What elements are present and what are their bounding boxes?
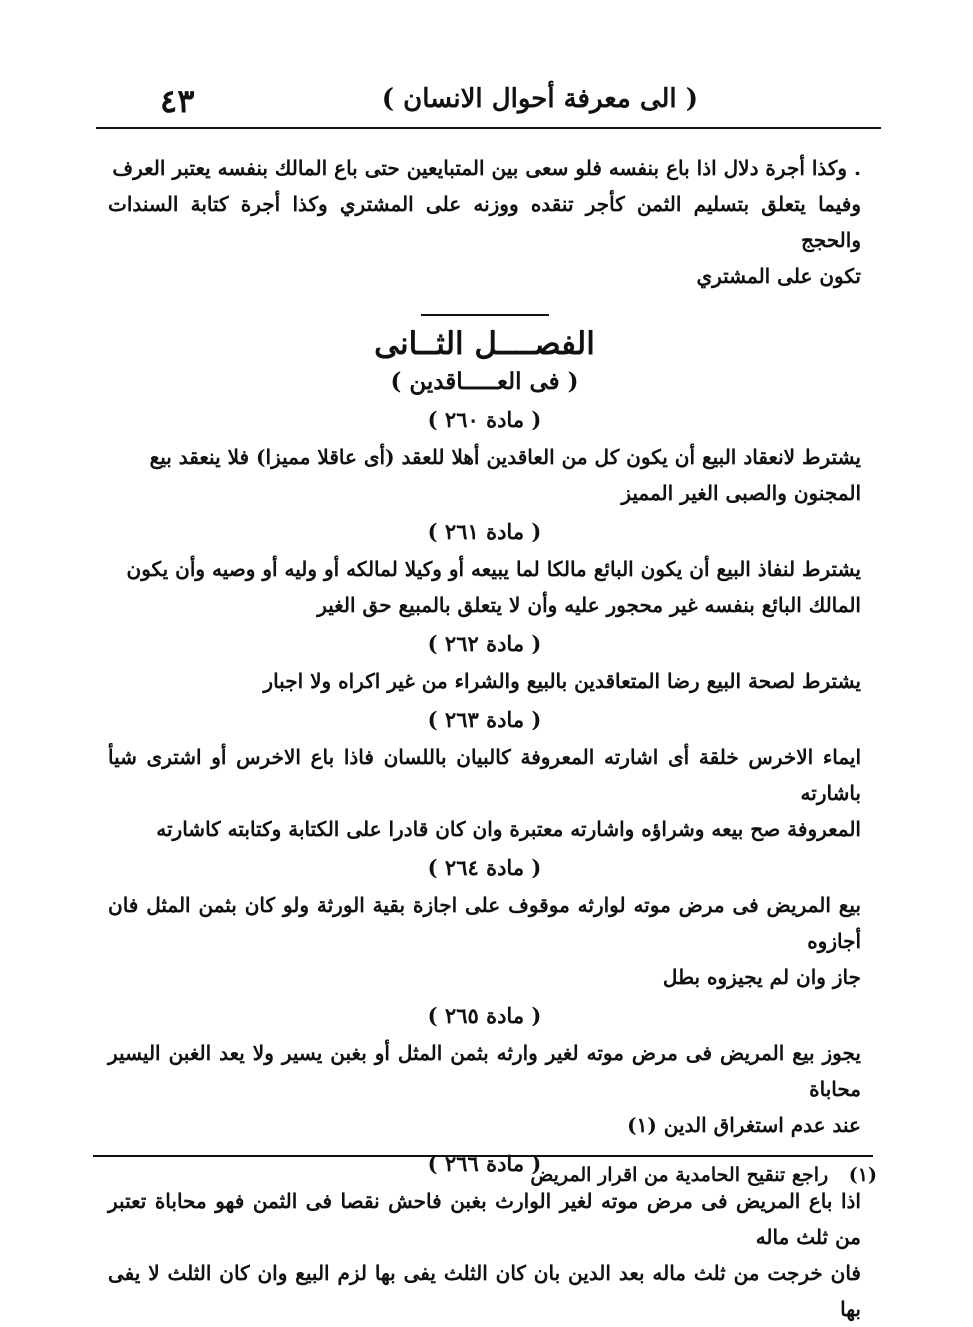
text-line: اذا باع المريض فى مرض موته لغير الوارث بغبن فاحش نقصا فى الثمن فهو محاباة تعتبر من ثلث ماله: [108, 1189, 861, 1249]
text-line: عند عدم استغراق الدين (١): [627, 1113, 861, 1137]
text-line: جاز وان لم يجيزوه بطل: [662, 965, 861, 989]
text-line: . وكذا أجرة دلال اذا باع بنفسه فلو سعى بين المتبايعين حتى باع المالك بنفسه يعتبر العرف: [112, 156, 861, 180]
footnote-marker: (١): [848, 1164, 877, 1186]
article-261: [108, 515, 861, 623]
text-line: ايماء الاخرس خلقة أى اشارته المعروفة كالبيان باللسان فاذا باع الاخرس أو اشترى شيأ باشارته: [108, 745, 861, 805]
article-262: [108, 627, 861, 699]
text-line: بيع المريض فى مرض موته لوارثه موقوف على اجازة بقية الورثة ولو كان بثمن المثل فان أجازوه: [108, 893, 861, 953]
text-line: يجوز بيع المريض فى مرض موته لغير وارثه بثمن المثل أو بغبن يسير ولا يعد الغبن اليسير محاباة: [108, 1041, 861, 1101]
text-line: تكون على المشتري: [696, 264, 861, 288]
article-260: [108, 403, 861, 511]
text-line: المجنون والصبى الغير المميز: [621, 481, 861, 505]
article-heading: ( مادة ٢٦٦ ): [427, 1151, 542, 1176]
text-line: فان خرجت من ثلث ماله بعد الدين بان كان الثلث يفى بها لزم البيع وان كان الثلث لا يفى بها: [108, 1261, 861, 1321]
header-divider: [96, 127, 881, 129]
article-heading: ( مادة ٢٦١ ): [427, 519, 542, 544]
chapter-title: الفصــــل الثــانى: [374, 326, 595, 362]
page-header: [130, 78, 848, 126]
running-title: ( الى معرفة أحوال الانسان ): [381, 84, 698, 114]
text-line: يشترط لصحة البيع رضا المتعاقدين بالبيع والشراء من غير اكراه ولا اجبار: [263, 669, 861, 693]
footnote: [530, 1164, 877, 1186]
section-divider: [421, 314, 549, 316]
text-line: يشترط لانعقاد البيع أن يكون كل من العاقدين أهلا للعقد (أى عاقلا مميزا) فلا ينعقد بيع: [149, 445, 861, 469]
article-265: [108, 999, 861, 1143]
text-line: وفيما يتعلق بتسليم الثمن كأجر تنقده ووزنه على المشتري وكذا أجرة كتابة السندات والحجج: [108, 192, 861, 252]
article-264: [108, 851, 861, 995]
text-line: المعروفة صح بيعه وشراؤه واشارته معتبرة وان كان قادرا على الكتابة وكتابته كاشارته: [156, 817, 861, 841]
text-line: يشترط لنفاذ البيع أن يكون البائع مالكا لما يبيعه أو وكيلا لمالكه أو وليه أو وصيه وأن يكون: [126, 557, 861, 581]
article-heading: ( مادة ٢٦٣ ): [427, 707, 542, 732]
intro-paragraph: [108, 150, 861, 294]
chapter-subtitle: ( فى العـــــاقدين ): [390, 368, 579, 395]
footnote-text: راجع تنقيح الحامدية من اقرار المريض: [530, 1164, 829, 1186]
article-heading: ( مادة ٢٦٢ ): [427, 631, 542, 656]
page-body: [108, 150, 861, 1327]
page-number: ٤٣: [160, 82, 195, 120]
article-heading: ( مادة ٢٦٠ ): [427, 407, 542, 432]
article-263: [108, 703, 861, 847]
article-heading: ( مادة ٢٦٤ ): [427, 855, 542, 880]
text-line: المالك البائع بنفسه غير محجور عليه وأن لا يتعلق بالمبيع حق الغير: [317, 593, 861, 617]
footnote-divider: [93, 1155, 873, 1157]
article-heading: ( مادة ٢٦٥ ): [427, 1003, 542, 1028]
